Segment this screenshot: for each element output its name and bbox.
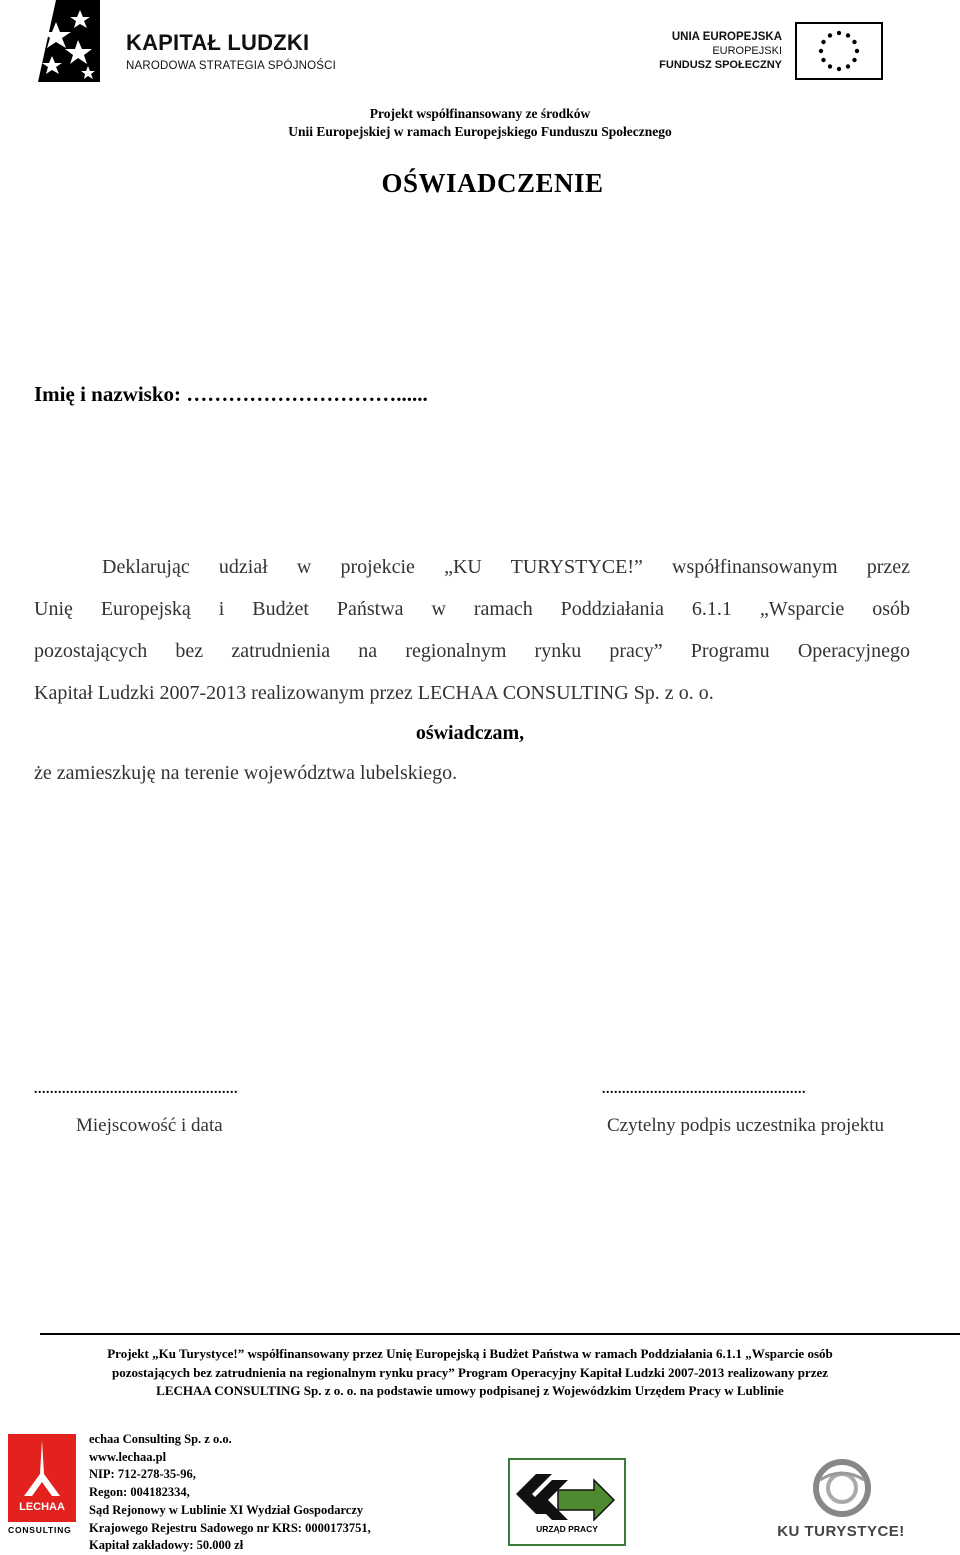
name-field-row — [34, 382, 428, 407]
company-line-6: Krajowego Rejestru Sadowego nr KRS: 0000173751, — [89, 1520, 371, 1535]
urzad-pracy-logo — [508, 1458, 626, 1546]
footer-line-3: LECHAA CONSULTING Sp. z o. o. na podstawie umowy podpisanej z Wojewódzkim Urzędem Pracy w Lublinie — [156, 1383, 784, 1398]
kapital-ludzki-emblem-icon — [38, 0, 128, 88]
declaration-line-4: Kapitał Ludzki 2007-2013 realizowanym przez LECHAA CONSULTING Sp. z o. o. — [34, 682, 714, 704]
footer-line-1: Projekt „Ku Turystyce!” współfinansowany przez Unię Europejską i Budżet Państwa w ramach Poddziałania 6.1.1 „Wsparcie osób — [107, 1346, 833, 1361]
footer-project-info — [30, 1345, 910, 1401]
name-label: Imię i nazwisko: — [34, 382, 181, 406]
footer-divider — [40, 1333, 960, 1335]
kapital-ludzki-title: KAPITAŁ LUDZKI — [126, 30, 310, 55]
declaration-paragraph — [34, 546, 910, 714]
lechaa-tower-icon — [8, 1434, 76, 1522]
company-line-3: NIP: 712-278-35-96, — [89, 1467, 196, 1482]
document-title: OŚWIADCZENIE — [381, 168, 604, 198]
eu-logo-text — [659, 30, 782, 72]
name-dots: …………………………...... — [186, 382, 428, 406]
eu-logo-line2: EUROPEJSKI — [712, 45, 782, 57]
urzad-pracy-label: URZĄD PRACY — [536, 1524, 598, 1534]
ku-turystyce-text: KU TURYSTYCE! — [777, 1523, 905, 1540]
declaration-line-2: Unię Europejską i Budżet Państwa w ramach Poddziałania 6.1.1 „Wsparcie osób — [34, 598, 910, 620]
lechaa-consulting-label: CONSULTING — [8, 1525, 72, 1535]
eu-logo-line1: UNIA EUROPEJSKA — [671, 31, 782, 43]
cofinance-line-1: Projekt współfinansowany ze środków — [369, 106, 591, 121]
ku-turystyce-globe-icon — [776, 1458, 906, 1546]
declaration-line-1: Deklarując udział w projekcie „KU TURYSTYCE!” współfinansowanym przez — [102, 556, 910, 578]
lechaa-name: LECHAA — [19, 1501, 65, 1513]
eu-logo-line3: FUNDUSZ SPOŁECZNY — [659, 59, 782, 71]
company-line-5: Sąd Rejonowy w Lublinie XI Wydział Gospodarczy — [89, 1502, 364, 1517]
ku-turystyce-logo — [776, 1458, 906, 1546]
residence-statement: że zamieszkuję na terenie województwa lubelskiego. — [34, 762, 458, 784]
eu-flag-icon — [795, 22, 883, 80]
company-line-7: Kapitał zakładowy: 50.000 zł — [89, 1538, 244, 1553]
place-date-dots: ................................................... — [34, 1082, 238, 1097]
signature-label: Czytelny podpis uczestnika projektu — [607, 1115, 885, 1136]
company-line-1: echaa Consulting Sp. z o.o. — [89, 1432, 232, 1446]
declare-word: oświadczam, — [415, 722, 525, 744]
company-line-4: Regon: 004182334, — [89, 1485, 190, 1500]
company-details — [89, 1431, 371, 1555]
signature-dots: ................................................... — [602, 1082, 806, 1097]
place-date-label: Miejscowość i data — [76, 1115, 223, 1136]
cofinance-line-2: Unii Europejskiej w ramach Europejskiego Funduszu Społecznego — [288, 124, 672, 139]
footer-line-2: pozostających bez zatrudnienia na regionalnym rynku pracy” Program Operacyjny Kapitał Ludzki 2007-2013 realizowany przez — [111, 1364, 829, 1380]
kapital-ludzki-subtitle: NARODOWA STRATEGIA SPÓJNOŚCI — [126, 60, 337, 72]
declaration-line-3: pozostających bez zatrudnienia na regionalnym rynku pracy” Programu Operacyjnego — [34, 640, 910, 662]
lechaa-logo — [8, 1434, 76, 1522]
company-line-2: www.lechaa.pl — [89, 1449, 167, 1464]
